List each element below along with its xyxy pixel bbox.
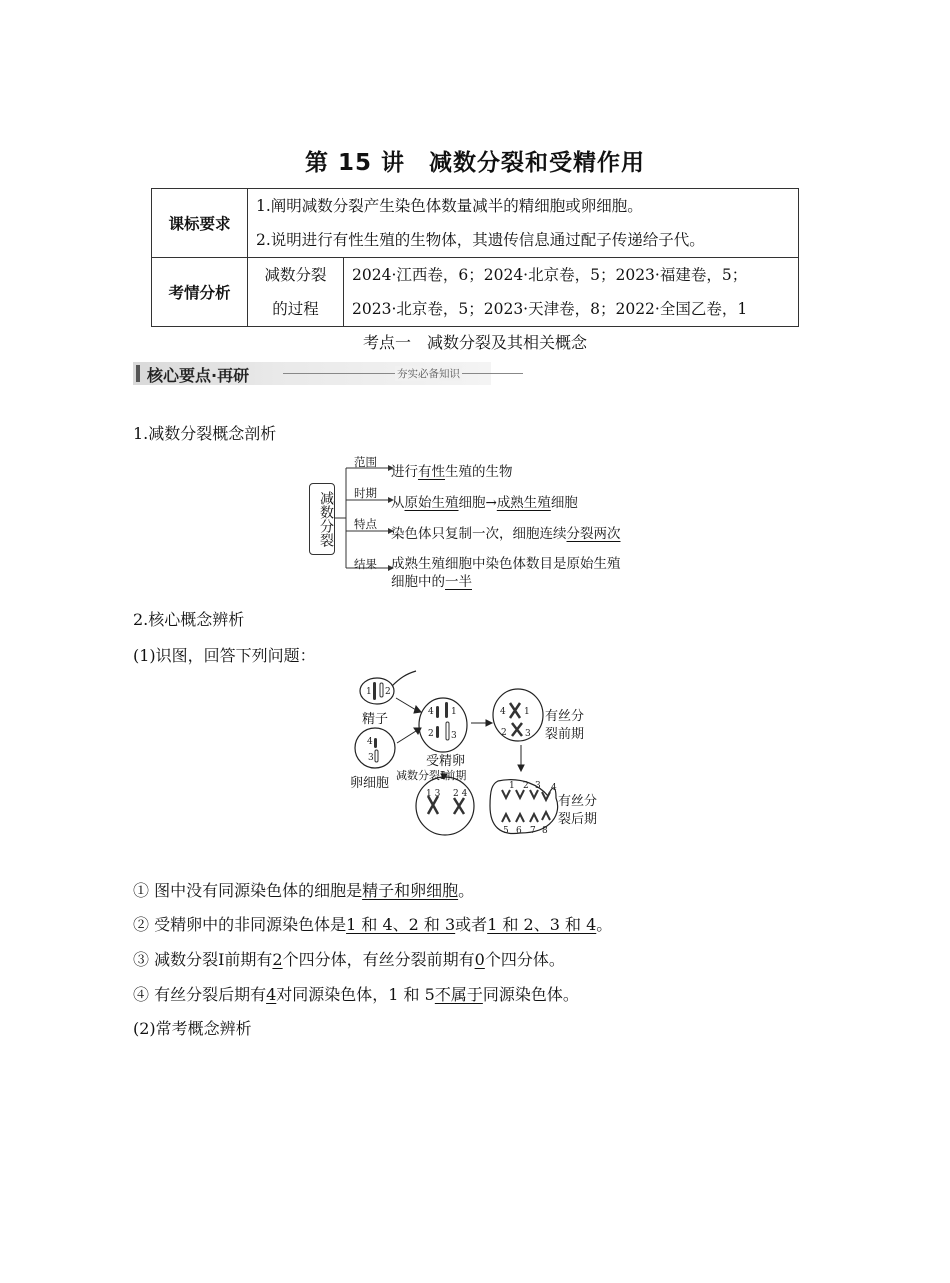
banner-subtitle: 夯实必备知识 <box>397 368 460 380</box>
chromosome-number: 1 <box>509 781 515 791</box>
requirement-line: 1.阐明减数分裂产生染色体数量减半的精细胞或卵细胞。 <box>256 197 643 215</box>
answer-line: ② 受精卵中的非同源染色体是1 和 4、2 和 3或者1 和 2、3 和 4。 <box>133 915 613 934</box>
egg-label: 卵细胞 <box>350 776 390 791</box>
zygote-label: 受精卵 <box>426 754 466 769</box>
branch-text: 染色体只复制一次，细胞连续分裂两次 <box>391 526 621 542</box>
branch-text: 成熟生殖细胞中染色体数目是原始生殖 <box>391 556 621 572</box>
topic-label: 的过程 <box>272 300 319 318</box>
chromosome-number: 1 3 <box>426 789 441 799</box>
chromosome-number: 2 <box>501 728 507 738</box>
sperm-label: 精子 <box>362 712 389 727</box>
branch-text: 从原始生殖细胞→成熟生殖细胞 <box>391 495 578 511</box>
requirement-line: 2.说明进行有性生殖的生物体，其遗传信息通过配子传递给子代。 <box>256 231 705 249</box>
answer-line: ④ 有丝分裂后期有4对同源染色体，1 和 5不属于同源染色体。 <box>133 985 579 1004</box>
answer-line: ③ 减数分裂Ⅰ前期有2个四分体，有丝分裂前期有0个四分体。 <box>133 950 565 969</box>
chromosome-number: 2 4 <box>453 789 468 799</box>
chromosome-number: 2 <box>523 781 529 791</box>
answer-line: ① 图中没有同源染色体的细胞是精子和卵细胞。 <box>133 881 475 900</box>
subsection-title: 2.核心概念辨析 <box>133 610 245 629</box>
chromosome-number: 1 <box>451 707 457 717</box>
page-title: 第 15 讲 减数分裂和受精作用 <box>304 150 646 176</box>
mitosis-prophase-label: 裂前期 <box>545 727 585 742</box>
meiosis-label: 减数分裂Ⅰ前期 <box>396 769 467 782</box>
section-banner <box>133 362 491 385</box>
banner-bar <box>136 365 140 382</box>
chromosome-number: 3 <box>368 753 374 763</box>
topic-label: 减数分裂 <box>264 266 327 284</box>
branch-label: 结果 <box>354 557 377 571</box>
arrow-icon: → <box>485 495 497 511</box>
branch-label: 特点 <box>354 517 377 531</box>
branch-text: 细胞中的一半 <box>391 574 472 590</box>
section-heading: 考点一 减数分裂及其相关概念 <box>362 333 587 352</box>
row-header: 考情分析 <box>152 258 248 327</box>
chromosome-number: 1 <box>366 687 372 697</box>
chromosome-number: 4 <box>367 737 373 747</box>
question-intro: (1)识图，回答下列问题： <box>133 646 316 665</box>
chromosome-number: 3 <box>525 729 531 739</box>
chromosome-number: 5 <box>503 826 509 836</box>
chromosome-number: 4 <box>500 707 506 717</box>
subsection-title: 1.减数分裂概念剖析 <box>133 424 277 443</box>
branch-text: 进行有性生殖的生物 <box>391 464 513 480</box>
chromosome-number: 8 <box>542 826 548 836</box>
branch-label: 时期 <box>354 486 377 500</box>
table-row <box>152 189 799 258</box>
chromosome-number: 7 <box>530 826 536 836</box>
chromosome-number: 1 <box>524 707 530 717</box>
chromosome-number: 3 <box>535 781 541 791</box>
chromosome-number: 2 <box>385 687 391 697</box>
chromosome-number: 2 <box>428 729 434 739</box>
mitosis-anaphase-label: 裂后期 <box>558 812 598 827</box>
chromosome-number: 3 <box>451 731 457 741</box>
mitosis-anaphase-label: 有丝分 <box>558 794 598 809</box>
requirements-table <box>151 188 799 327</box>
question-intro: (2)常考概念辨析 <box>133 1019 252 1038</box>
row-header: 课标要求 <box>152 189 248 258</box>
exam-line: 2023·北京卷，5；2023·天津卷，8；2022·全国乙卷，1 <box>352 300 748 318</box>
banner-title: 核心要点·再研 <box>147 366 250 385</box>
chromosome-number: 4 <box>551 783 557 793</box>
root-box: 减数分裂 <box>309 483 335 555</box>
table-row <box>152 258 799 327</box>
exam-line: 2024·江西卷，6；2024·北京卷，5；2023·福建卷，5； <box>352 266 748 284</box>
mitosis-prophase-label: 有丝分 <box>545 709 585 724</box>
chromosome-number: 6 <box>516 826 522 836</box>
chromosome-number: 4 <box>428 707 434 717</box>
branch-label: 范围 <box>354 455 377 469</box>
